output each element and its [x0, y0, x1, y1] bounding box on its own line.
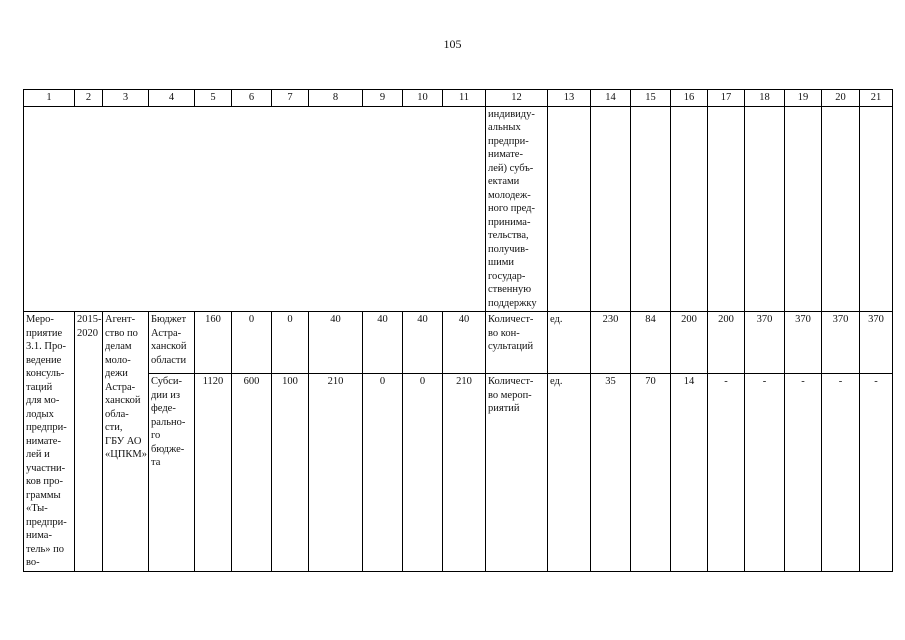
empty-cell — [860, 106, 893, 312]
column-number: 5 — [195, 90, 232, 107]
column-number: 14 — [591, 90, 631, 107]
finance-year: 40 — [363, 312, 403, 374]
empty-cell — [745, 106, 785, 312]
column-number: 11 — [443, 90, 486, 107]
indicator-value: 370 — [822, 312, 860, 374]
indicator-value: 84 — [631, 312, 671, 374]
finance-year: 40 — [309, 312, 363, 374]
indicator-name: Количест- во кон- сультаций — [486, 312, 548, 374]
finance-year: 0 — [272, 312, 309, 374]
finance-total: 1120 — [195, 374, 232, 571]
finance-total: 160 — [195, 312, 232, 374]
indicator-value: 370 — [860, 312, 893, 374]
empty-cell — [548, 106, 591, 312]
indicator-unit: ед. — [548, 312, 591, 374]
measure-name: Меро- приятие 3.1. Про- ведение консуль- таций для мо- лодых предпри- нимате- лей и участни- ков про- граммы «Ты- предпри- нима- тель» по во- — [24, 312, 75, 572]
column-number: 9 — [363, 90, 403, 107]
indicator-value: - — [822, 374, 860, 571]
empty-merged-cell — [24, 106, 486, 312]
indicator-value: - — [708, 374, 745, 571]
indicator-value: 230 — [591, 312, 631, 374]
column-number: 21 — [860, 90, 893, 107]
column-number: 7 — [272, 90, 309, 107]
program-measures-table — [23, 89, 893, 572]
indicator-name: Количест- во мероп- риятий — [486, 374, 548, 571]
empty-cell — [785, 106, 822, 312]
finance-year: 100 — [272, 374, 309, 571]
measure-executor: Агент- ство по делам моло- дежи Астра- ханской обла- сти, ГБУ АО «ЦПКМ» — [103, 312, 149, 572]
column-number: 18 — [745, 90, 785, 107]
column-number: 8 — [309, 90, 363, 107]
empty-cell — [708, 106, 745, 312]
empty-cell — [822, 106, 860, 312]
indicator-unit: ед. — [548, 374, 591, 571]
column-number: 15 — [631, 90, 671, 107]
funding-source: Бюджет Астра- ханской области — [149, 312, 195, 374]
column-number: 2 — [75, 90, 103, 107]
finance-year: 600 — [232, 374, 272, 571]
column-number: 20 — [822, 90, 860, 107]
measure-period: 2015- 2020 — [75, 312, 103, 572]
finance-year: 210 — [443, 374, 486, 571]
continued-row — [24, 106, 893, 312]
indicator-value: 35 — [591, 374, 631, 571]
indicator-value: 370 — [745, 312, 785, 374]
finance-year: 210 — [309, 374, 363, 571]
indicator-value: - — [860, 374, 893, 571]
empty-cell — [631, 106, 671, 312]
empty-cell — [591, 106, 631, 312]
column-number: 13 — [548, 90, 591, 107]
column-number: 1 — [24, 90, 75, 107]
continued-indicator-text: индивиду- альных предпри- нимате- лей) субъ- ектами молодеж- ного пред- принима- тельства, получив- шими государ- ственную поддержку — [486, 106, 548, 312]
column-number: 4 — [149, 90, 195, 107]
finance-year: 0 — [363, 374, 403, 571]
indicator-value: - — [745, 374, 785, 571]
indicator-value: 70 — [631, 374, 671, 571]
indicator-value: 200 — [708, 312, 745, 374]
finance-year: 0 — [232, 312, 272, 374]
finance-year: 40 — [443, 312, 486, 374]
column-number: 3 — [103, 90, 149, 107]
indicator-value: - — [785, 374, 822, 571]
measure-row-federal-subsidy — [24, 374, 893, 571]
column-number: 10 — [403, 90, 443, 107]
column-number: 19 — [785, 90, 822, 107]
indicator-value: 370 — [785, 312, 822, 374]
column-number-row — [24, 90, 893, 107]
column-number: 16 — [671, 90, 708, 107]
finance-year: 0 — [403, 374, 443, 571]
indicator-value: 200 — [671, 312, 708, 374]
funding-source: Субси- дии из феде- рально- го бюдже- та — [149, 374, 195, 571]
empty-cell — [671, 106, 708, 312]
indicator-value: 14 — [671, 374, 708, 571]
measure-row-regional-budget — [24, 312, 893, 374]
column-number: 17 — [708, 90, 745, 107]
column-number: 12 — [486, 90, 548, 107]
page-number: 105 — [443, 37, 462, 51]
finance-year: 40 — [403, 312, 443, 374]
column-number: 6 — [232, 90, 272, 107]
